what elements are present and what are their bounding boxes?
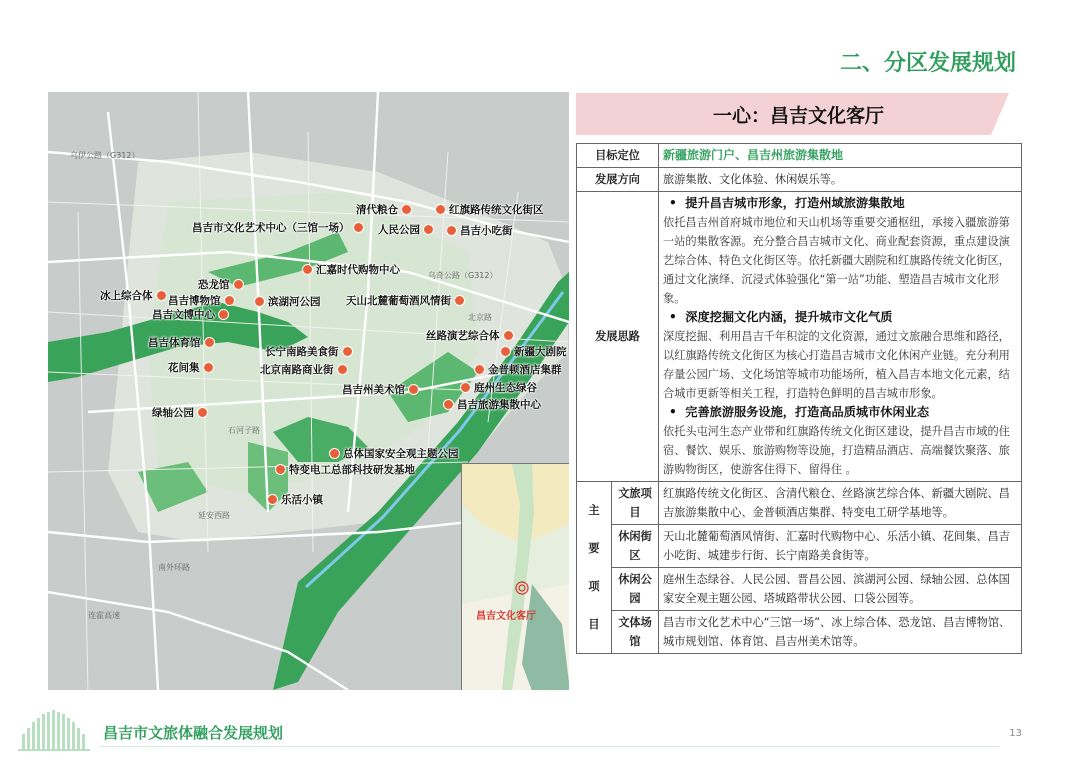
inset-label: 昌吉文化客厅: [476, 611, 536, 622]
poi-marker[interactable]: 昌吉体育馆: [148, 335, 215, 350]
poi-dot-icon: [203, 362, 214, 373]
poi-marker[interactable]: 昌吉旅游集散中心: [443, 397, 541, 412]
poi-dot-icon: [342, 346, 353, 357]
poi-marker[interactable]: 长宁南路美食街: [265, 344, 353, 359]
project-category: 休闲街区: [612, 525, 659, 568]
poi-dot-icon: [500, 346, 511, 357]
poi-dot-icon: [329, 448, 340, 459]
poi-marker[interactable]: 天山北麓葡萄酒风情街: [346, 293, 465, 308]
footer-title: 昌吉市文旅体融合发展规划: [103, 724, 284, 742]
project-value: 天山北麓葡萄酒风情街、汇嘉时代购物中心、乐活小镇、花间集、昌吉小吃街、城建步行街、长宁南路美食街等。: [659, 525, 1022, 568]
page-number: 13: [1009, 728, 1022, 739]
project-value: 红旗路传统文化街区、含清代粮仓、丝路演艺综合体、新疆大剧院、昌吉旅游集散中心、金普顿酒店集群、特变电工研学基地等。: [659, 482, 1022, 525]
footer-divider: [100, 746, 1000, 747]
road-label: 南外环路: [158, 563, 190, 572]
inset-map: [461, 463, 569, 690]
poi-dot-icon: [401, 204, 412, 215]
poi-dot-icon: [443, 399, 454, 410]
project-category: 文体场馆: [612, 611, 659, 654]
project-category: 休闲公园: [612, 568, 659, 611]
poi-marker[interactable]: 庭州生态绿谷: [460, 380, 537, 395]
table-row: [577, 192, 1022, 482]
thinking-heading: • 提升昌吉城市形象，打造州域旅游集散地: [669, 196, 905, 210]
table-row: [577, 568, 1022, 611]
projects-label: 主 要 项 目: [577, 482, 612, 654]
poi-dot-icon: [275, 464, 286, 475]
project-value: 庭州生态绿谷、人民公园、晋昌公园、滨湖河公园、绿轴公园、总体国家安全观主题公园、塔城路带状公园、口袋公园等。: [659, 568, 1022, 611]
table-row: [577, 168, 1022, 192]
poi-marker[interactable]: 昌吉文博中心: [152, 307, 229, 322]
poi-marker[interactable]: 清代粮仓: [356, 202, 412, 217]
road-label: 乌伊公路（G312）: [70, 151, 140, 160]
poi-marker[interactable]: 昌吉市文化艺术中心（三馆一场）: [192, 220, 364, 235]
poi-marker[interactable]: 昌吉州美术馆: [342, 382, 419, 397]
poi-dot-icon: [233, 279, 244, 290]
inset-map-base: [462, 464, 569, 690]
poi-dot-icon: [197, 407, 208, 418]
poi-marker[interactable]: 汇嘉时代购物中心: [302, 262, 400, 277]
poi-marker[interactable]: 丝路演艺综合体: [426, 328, 514, 343]
poi-dot-icon: [353, 222, 364, 233]
table-row: [577, 525, 1022, 568]
road-label: 石河子路: [228, 426, 260, 435]
plan-table: [576, 143, 1022, 654]
poi-marker[interactable]: 特变电工总部科技研发基地: [275, 462, 415, 477]
thinking-label: 发展思路: [577, 192, 659, 482]
poi-dot-icon: [204, 337, 215, 348]
poi-dot-icon: [423, 224, 434, 235]
table-row: [577, 482, 1022, 525]
road-label: 乌奇公路（G312）: [428, 271, 498, 280]
road-label: 北京路: [468, 313, 492, 322]
poi-dot-icon: [224, 295, 235, 306]
page-title: 二、分区发展规划: [839, 51, 1016, 76]
poi-dot-icon: [254, 296, 265, 307]
poi-dot-icon: [460, 382, 471, 393]
poi-dot-icon: [267, 494, 278, 505]
poi-marker[interactable]: 恐龙馆: [198, 277, 244, 292]
target-label: 目标定位: [577, 144, 659, 168]
poi-dot-icon: [302, 264, 313, 275]
poi-marker[interactable]: 昌吉博物馆: [168, 293, 235, 308]
poi-marker[interactable]: 乐活小镇: [267, 492, 323, 507]
poi-marker[interactable]: 花间集: [168, 360, 214, 375]
poi-dot-icon: [503, 330, 514, 341]
road-label: 延安西路: [198, 511, 230, 520]
project-category: 文旅项目: [612, 482, 659, 525]
project-value: 昌吉市文化艺术中心“三馆一场”、冰上综合体、恐龙馆、昌吉博物馆、城市规划馆、体育馆、昌吉州美术馆等。: [659, 611, 1022, 654]
poi-dot-icon: [474, 364, 485, 375]
poi-dot-icon: [408, 384, 419, 395]
city-skyline-logo-icon: [18, 708, 98, 752]
table-row: [577, 144, 1022, 168]
thinking-text: 依托头屯河生态产业带和红旗路传统文化街区建设，提升昌吉市域的住宿、餐饮、娱乐、旅游购物等设施，打造精品酒店、高端餐饮聚落、旅游购物街区，使游客住得下、留得住 。: [663, 425, 1010, 476]
section-banner: [576, 93, 1021, 135]
poi-dot-icon: [218, 309, 229, 320]
poi-marker[interactable]: 总体国家安全观主题公园: [329, 446, 459, 461]
thinking-heading: • 完善旅游服务设施，打造高品质城市休闲业态: [669, 405, 930, 419]
target-value: 新疆旅游门户、昌吉州旅游集散地: [659, 144, 1022, 168]
poi-marker[interactable]: 金普顿酒店集群: [474, 362, 562, 377]
poi-marker[interactable]: 红旗路传统文化街区: [435, 202, 544, 217]
thinking-heading: • 深度挖掘文化内涵，提升城市文化气质: [669, 310, 893, 324]
direction-value: 旅游集散、文化体验、休闲娱乐等。: [659, 168, 1022, 192]
thinking-content: [659, 192, 1022, 482]
direction-label: 发展方向: [577, 168, 659, 192]
poi-dot-icon: [156, 290, 167, 301]
poi-marker[interactable]: 昌吉小吃街: [446, 223, 513, 238]
poi-dot-icon: [337, 364, 348, 375]
road-label: 连霍高速: [88, 611, 120, 620]
section-heading: 一心：昌吉文化客厅: [712, 105, 884, 127]
poi-dot-icon: [446, 225, 457, 236]
poi-marker[interactable]: 滨湖河公园: [254, 294, 321, 309]
thinking-text: 依托昌吉州首府城市地位和天山机场等重要交通枢纽，承接入疆旅游第一站的集散客源。充分整合昌吉城市文化、商业配套资源，重点建设演艺综合体、特色文化街区等。依托新疆大剧院和红旗路传统文化街区，通过文化演绎、沉浸式体验强化“第一站”功能、塑造昌吉城市文化形象。: [663, 216, 1010, 305]
poi-marker[interactable]: 人民公园: [378, 222, 434, 237]
poi-dot-icon: [435, 204, 446, 215]
poi-dot-icon: [454, 295, 465, 306]
district-map: [48, 92, 569, 690]
poi-marker[interactable]: 冰上综合体: [100, 288, 167, 303]
poi-marker[interactable]: 绿轴公园: [152, 405, 208, 420]
poi-marker[interactable]: 北京南路商业街: [260, 362, 348, 377]
poi-marker[interactable]: 新疆大剧院: [500, 344, 567, 359]
thinking-text: 深度挖掘、利用昌吉千年积淀的文化资源，通过文旅融合思维和路径，以红旗路传统文化街区为核心打造昌吉城市文化休闲产业链。充分利用存量公园广场、文化场馆等城市功能场所，植入昌吉本地文化元素，结合城市更新等相关工程，打造特色鲜明的昌吉城市形象。: [663, 330, 1010, 400]
table-row: [577, 611, 1022, 654]
